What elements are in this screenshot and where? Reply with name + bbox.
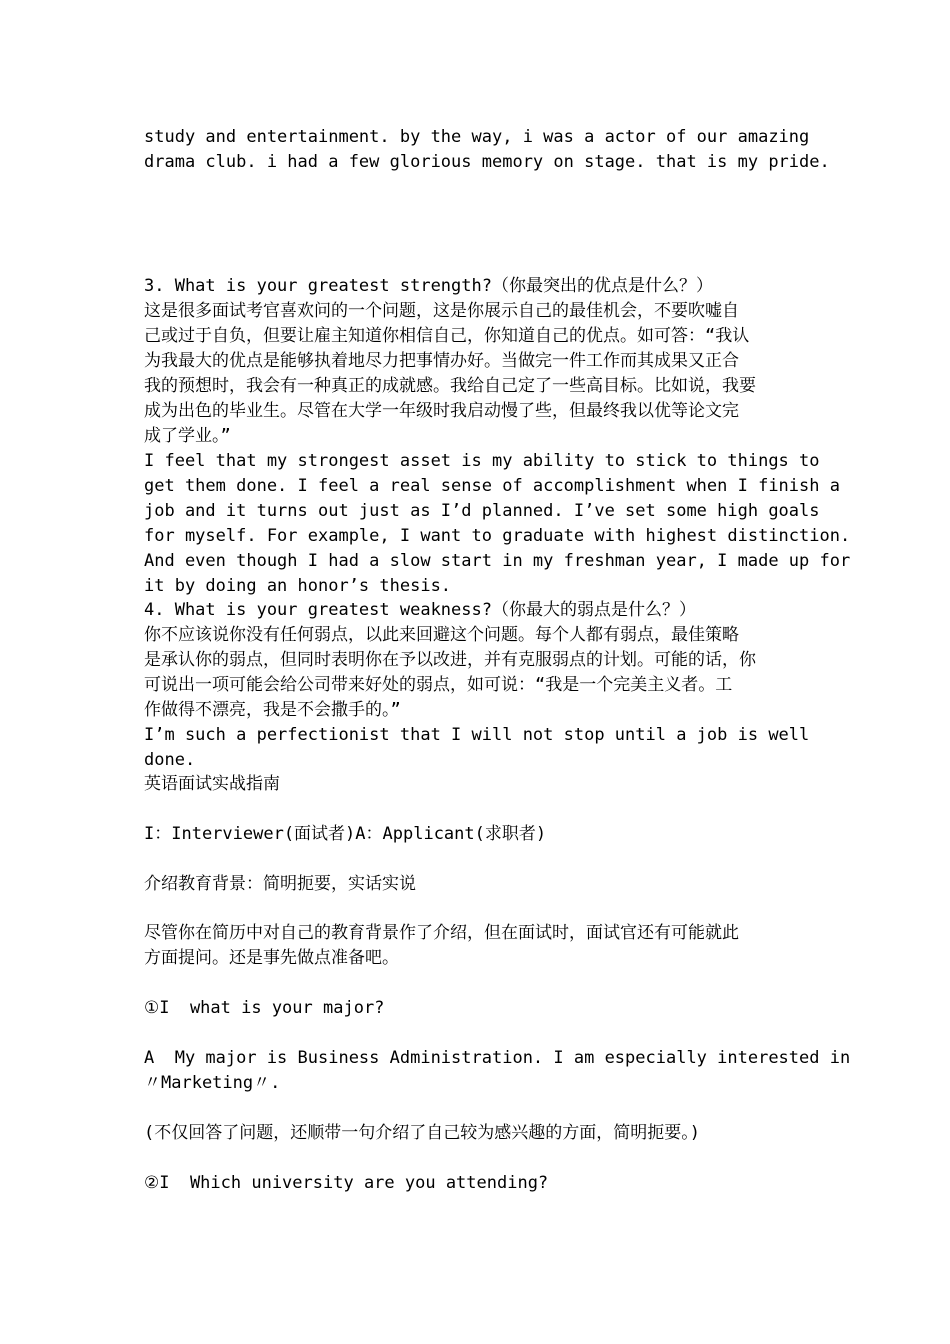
text-line: 尽管你在简历中对自己的教育背景作了介绍，但在面试时，面试官还有可能就此 [144, 923, 739, 943]
text-line: 成为出色的毕业生。尽管在大学一年级时我启动慢了些，但最终我以优等论文完 [144, 401, 739, 421]
text-line: I’m such a perfectionist that I will not stop until a job is well [144, 725, 810, 745]
interview-question: ②I Which university are you attending? [144, 1173, 549, 1193]
interview-answer: 〃Marketing〃. [144, 1073, 281, 1093]
question-heading: 3. What is your greatest strength?（你最突出的优点是什么？） [144, 276, 713, 296]
text-line: 己或过于自负，但要让雇主知道你相信自己，你知道自己的优点。如可答：“我认 [144, 326, 750, 346]
text-line: study and entertainment. by the way, i was a actor of our amazing [144, 127, 810, 147]
question-heading: 4. What is your greatest weakness?（你最大的弱点是什么？） [144, 600, 696, 620]
text-line: (不仅回答了问题，还顺带一句介绍了自己较为感兴趣的方面，简明扼要。) [144, 1123, 700, 1143]
text-line: I feel that my strongest asset is my ability to stick to things to [144, 451, 820, 471]
text-line: 我的预想时，我会有一种真正的成就感。我给自己定了一些高目标。比如说，我要 [144, 376, 756, 396]
text-line: drama club. i had a few glorious memory on stage. that is my pride. [144, 152, 830, 172]
text-line: 成了学业。” [144, 426, 231, 446]
text-line: for myself. For example, I want to graduate with highest distinction. [144, 526, 851, 546]
text-line: 你不应该说你没有任何弱点，以此来回避这个问题。每个人都有弱点，最佳策略 [144, 625, 739, 645]
text-line: done. [144, 750, 196, 770]
section-heading: 英语面试实战指南 [144, 774, 280, 794]
text-line: get them done. I feel a real sense of accomplishment when I finish a [144, 476, 840, 496]
text-line: job and it turns out just as I’d planned. I’ve set some high goals [144, 501, 820, 521]
text-line: 作做得不漂亮，我是不会撒手的。” [144, 700, 401, 720]
text-line: 这是很多面试考官喜欢问的一个问题，这是你展示自己的最佳机会，不要吹嘘自 [144, 301, 739, 321]
text-line: 是承认你的弱点，但同时表明你在予以改进，并有克服弱点的计划。可能的话，你 [144, 650, 756, 670]
text-line: And even though I had a slow start in my freshman year, I made up for [144, 551, 851, 571]
text-line: 可说出一项可能会给公司带来好处的弱点，如可说：“我是一个完美主义者。工 [144, 675, 733, 695]
text-line: I：Interviewer(面试者)A：Applicant(求职者) [144, 824, 547, 844]
text-line: 方面提问。还是事先做点准备吧。 [144, 948, 399, 968]
text-line: 为我最大的优点是能够执着地尽力把事情办好。当做完一件工作而其成果又正合 [144, 351, 739, 371]
interview-question: ①I what is your major? [144, 998, 385, 1018]
interview-answer: A My major is Business Administration. I am especially interested in [144, 1048, 851, 1068]
subsection-heading: 介绍教育背景：简明扼要，实话实说 [144, 874, 416, 894]
text-line: it by doing an honor’s thesis. [144, 576, 452, 596]
